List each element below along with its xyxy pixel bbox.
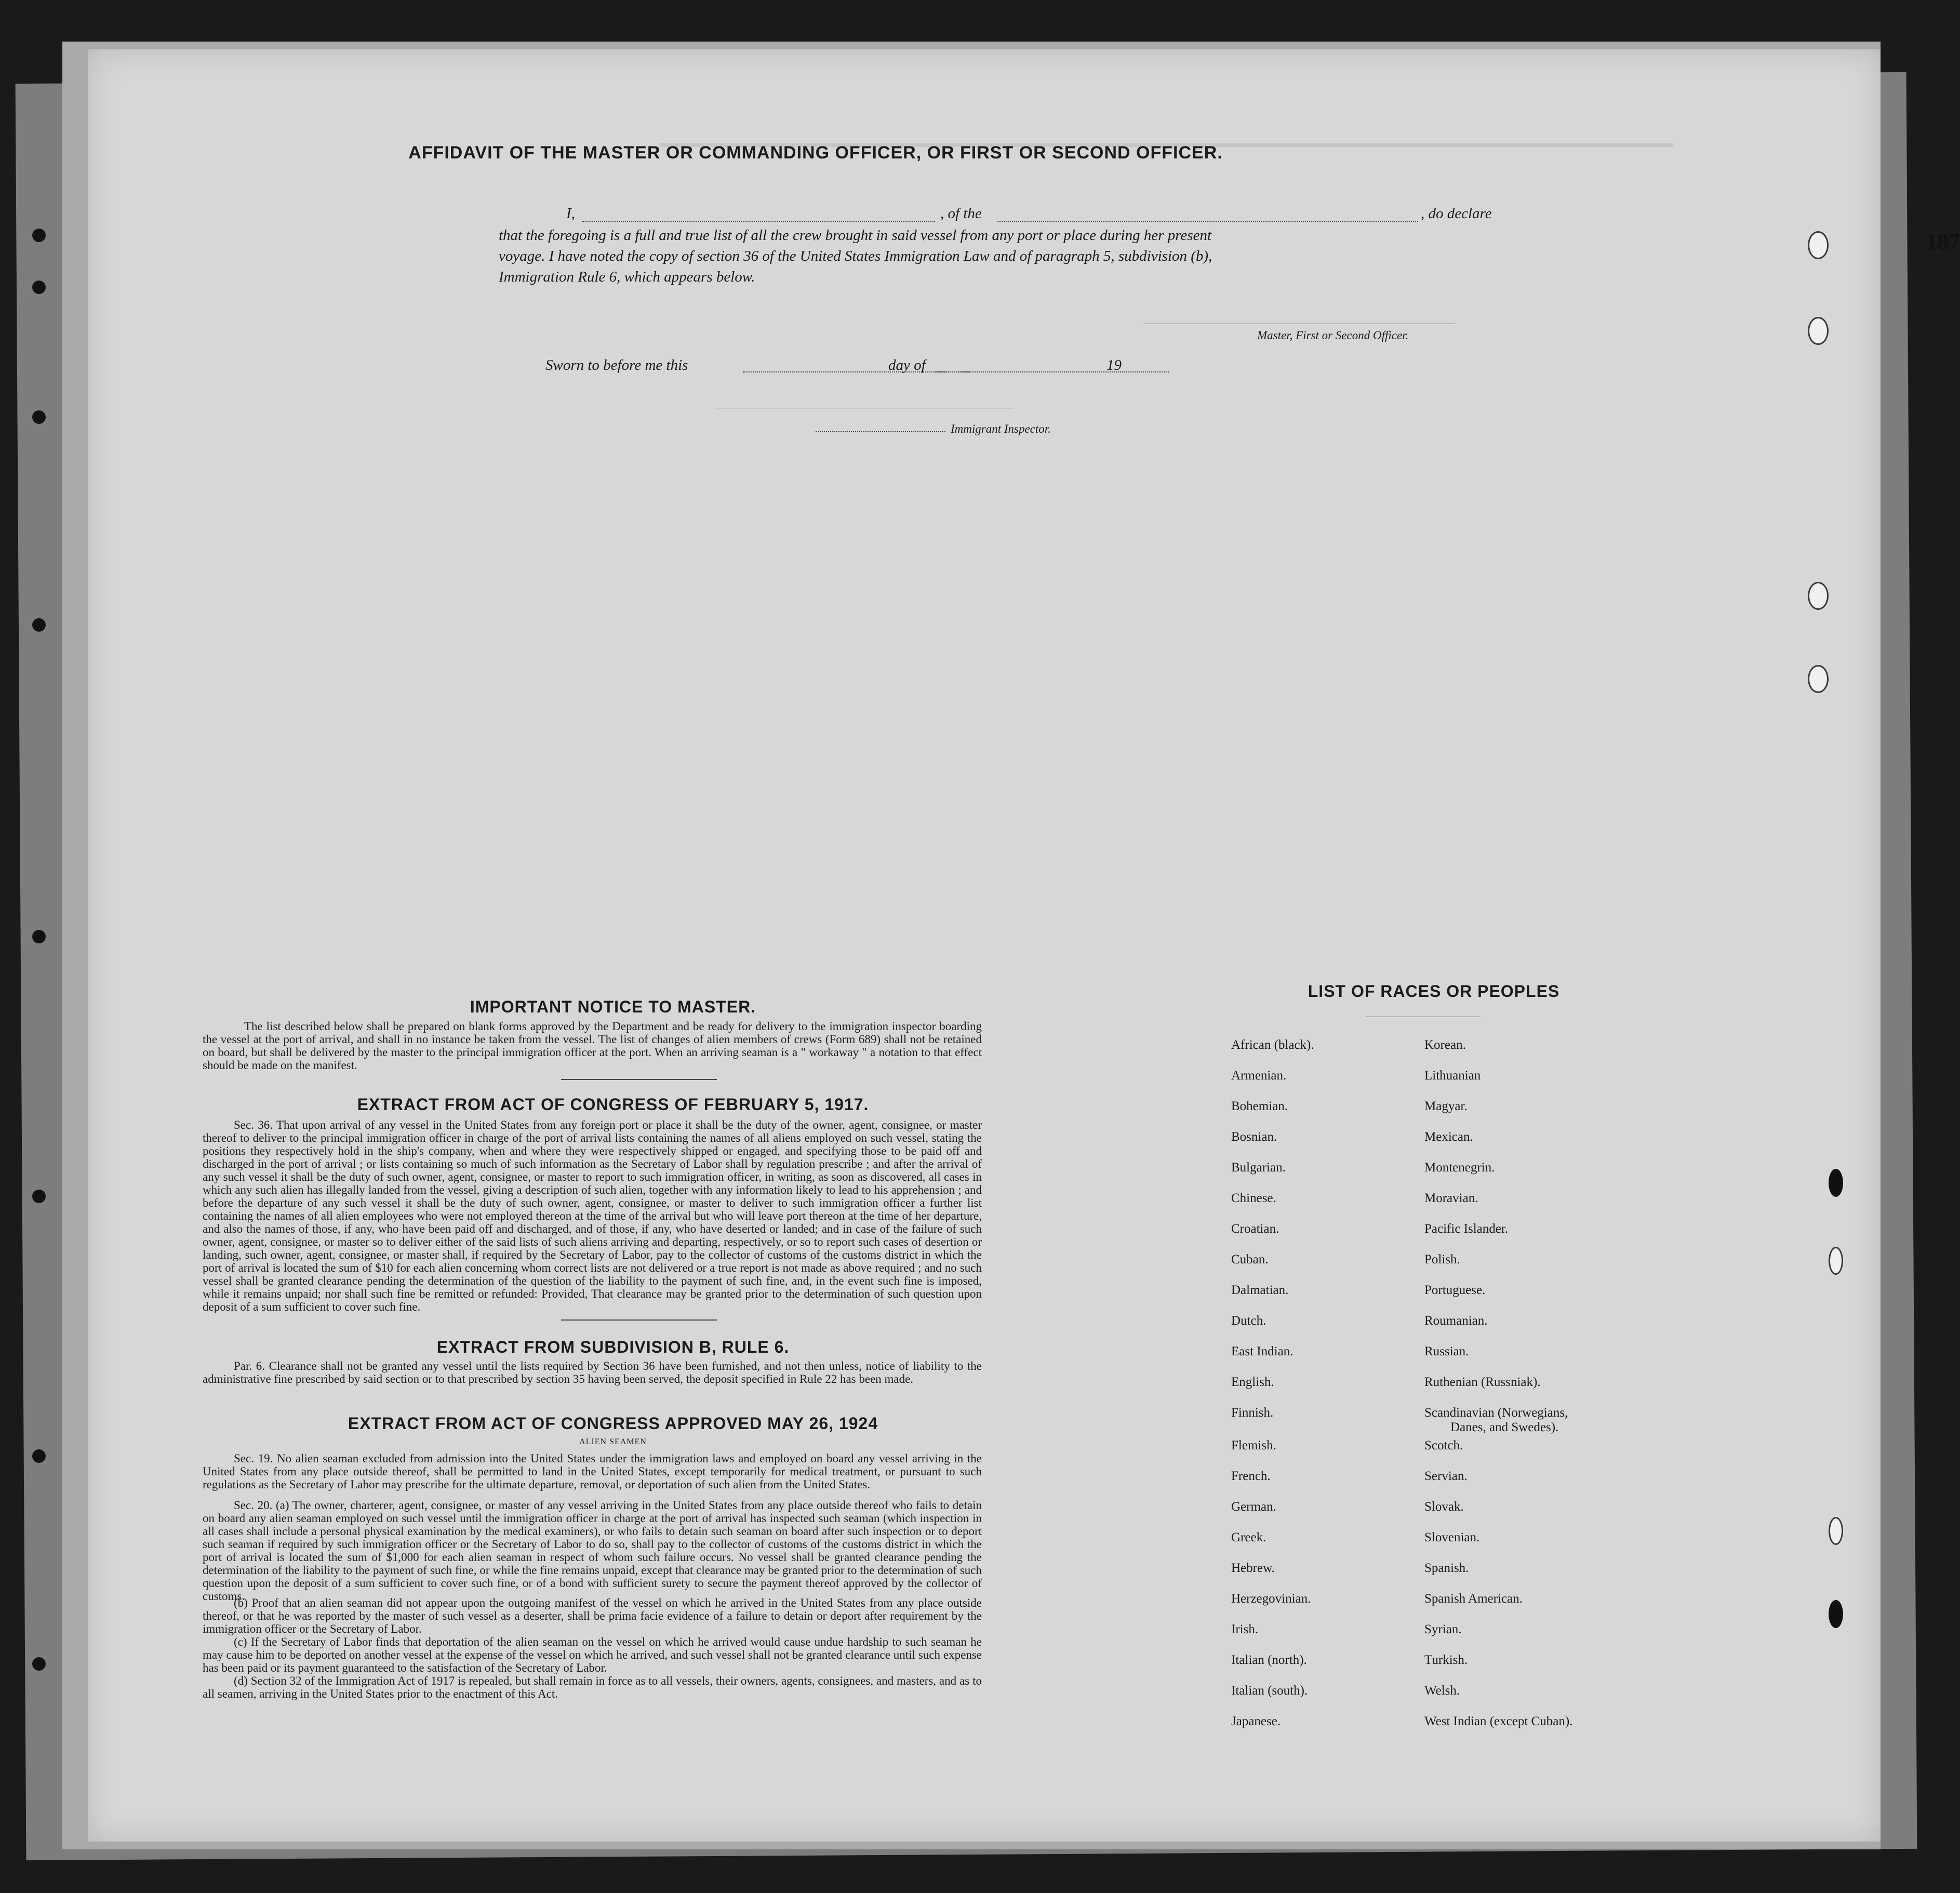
sec19-text: Sec. 19. No alien seaman excluded from admission into the United States under the immigration laws and employed on board any vessel arriving in the United States from any place outside thereof, shall be permitted to land in the United States, except temporarily for medical treatment, or pursuant to such regulations as the Secretary of Labor may prescribe for the ultimate departure, removal, or deportation of such alien from the United States. [203,1452,982,1491]
sec20c-text: (c) If the Secretary of Labor finds that deportation of the alien seaman on the vessel on which he arrived would cause undue hardship to such seaman he may cause him to be deported on another vessel at the expense of the vessel on which he arrived, and such vessel shall not be granted clearance until such expense has been paid or its payment guaranteed to the satisfaction of the Secretary of Labor. [203,1635,982,1674]
race-item: Slovenian. [1424,1530,1480,1544]
race-item-continuation: Danes, and Swedes). [1450,1420,1559,1434]
races-left-column [1231,1038,1449,1776]
race-item: Cuban. [1231,1252,1269,1267]
race-item: German. [1231,1500,1276,1514]
race-item: Pacific Islander. [1424,1222,1509,1236]
binder-hole [32,930,46,943]
race-item: Servian. [1424,1469,1468,1483]
punch-hole [1808,665,1829,693]
race-item: Bosnian. [1231,1130,1277,1144]
race-item: Lithuanian [1424,1069,1481,1083]
race-item: Chinese. [1231,1191,1276,1205]
race-item: Scandinavian (Norwegians, [1424,1406,1568,1420]
race-item: Scotch. [1424,1438,1463,1452]
race-item: Dutch. [1231,1314,1266,1328]
binder-hole [32,1449,46,1463]
inspector-label: Immigrant Inspector. [951,422,1051,435]
race-item: Italian (south). [1231,1684,1308,1698]
punch-hole [1829,1600,1843,1628]
race-item: Russian. [1424,1344,1469,1358]
race-item: Moravian. [1424,1191,1478,1205]
extract-1924-subtitle: ALIEN SEAMEN [579,1437,647,1446]
race-item: Syrian. [1424,1622,1462,1636]
race-item: Bohemian. [1231,1099,1288,1113]
race-item: Finnish. [1231,1406,1274,1420]
affidavit-line-1a: I, [566,205,575,222]
race-item: Slovak. [1424,1500,1464,1514]
race-item: Korean. [1424,1038,1466,1052]
affidavit-line-1b: , of the [940,205,982,222]
affidavit-line-1c: , do declare [1421,205,1492,222]
affidavit-line-2: that the foregoing is a full and true list of all the crew brought in said vessel from any port or place during her present [499,227,1212,244]
binder-hole [32,410,46,424]
races-right-column [1424,1038,1715,1776]
race-item: Herzegovinian. [1231,1592,1311,1606]
binder-hole [32,618,46,632]
race-item: East Indian. [1231,1344,1294,1358]
sec20b-text: (b) Proof that an alien seaman did not appear upon the outgoing manifest of the vessel on which he arrived in the United States from any place outside thereof, or that he was reported by the master of such vessel as a deserter, shall be prima facie evidence of a failure to detain or deport after requirement by the immigration officer or the Secretary of Labor. [203,1596,982,1635]
sec20a-text: Sec. 20. (a) The owner, charterer, agent, consignee, or master of any vessel arriving in the United States from any place outside thereof who fails to detain on board any alien seaman employed on such vessel until the immigration officer in charge at the port of arrival has inspected such seaman (which inspection in all cases shall include a personal physical examination by the medical examiners), or who fails to detain such seaman on board after such inspection or to deport such seaman if required by such immigration officer or the Secretary of Labor to do so, shall pay to the collector of customs of the customs district in which the port of arrival is located the sum of $1,000 for each alien seaman in respect of whom such failure occurs. No vessel shall be granted clearance pending the determination of the liability to the payment of such fine, or while the fine remains unpaid, except that clearance may be granted prior to the determination of such question upon the deposit of a sum sufficient to cover such fine, or of a bond with sufficient surety to secure the payment thereof approved by the collector of customs. [203,1499,982,1603]
race-item: Hebrew. [1231,1561,1275,1575]
race-item: French. [1231,1469,1271,1483]
race-item: Portuguese. [1424,1283,1486,1297]
race-item: Spanish American. [1424,1592,1523,1606]
extract-1924-title: EXTRACT FROM ACT OF CONGRESS APPROVED MAY 26, 1924 [348,1414,878,1433]
race-item: Mexican. [1424,1130,1473,1144]
binder-hole [32,281,46,294]
page-number: 187 [1926,229,1960,255]
race-item: Flemish. [1231,1438,1276,1452]
race-item: African (black). [1231,1038,1314,1052]
punch-hole [1808,582,1829,610]
race-item: Roumanian. [1424,1314,1488,1328]
manifest-page [88,49,1881,1842]
race-item: Dalmatian. [1231,1283,1289,1297]
binder-hole [32,1657,46,1671]
vessel-blank[interactable] [997,221,1418,222]
divider [561,1319,717,1321]
race-item: English. [1231,1375,1274,1389]
sec20d-text: (d) Section 32 of the Immigration Act of 1917 is repealed, but shall remain in force as to all vessels, their owners, agents, consignees, and masters, and as to all seamen, arriving in the United States prior to the enactment of this Act. [203,1674,982,1700]
race-item: Montenegrin. [1424,1161,1495,1175]
punch-hole [1829,1517,1843,1545]
sworn-month-blank[interactable] [935,371,1169,372]
punch-hole [1808,317,1829,345]
race-item: Japanese. [1231,1714,1281,1728]
extract-1917-text: Sec. 36. That upon arrival of any vessel in the United States from any foreign port or place it shall be the duty of the owner, agent, consignee, or master thereof to deliver to the principal immigration officer in charge of the port of arrival lists containing the names of all aliens employed on such vessel, stating the positions they respectively hold in the ship's company, when and where they were respectively shipped or engaged, and specifying those to be paid off and discharged in the port of arrival ; or lists containing so much of such information as the Secretary of Labor shall by regulation prescribe ; and after the arrival of any such vessel it shall be the duty of such owner, agent, consignee, or master to report to such immigration officer, in writing, as soon as discovered, all cases in which any such alien has illegally landed from the vessel, giving a description of such alien, together with any information likely to lead to his apprehension ; and before the departure of any such vessel it shall be the duty of such owner, agent, consignee, or master to deliver to such immigration officer a further list containing the names of all alien employees who were not employed thereon at the time of the arrival but who will leave port thereon at the time of her departure, and also the names of those, if any, who have been paid off and discharged, and of those, if any, who have deserted or landed; and in case of the failure of such owner, agent, consignee, or master so to deliver either of the said lists of such aliens arriving and departing, respectively, or so to report such cases of desertion or landing, such owner, agent, consignee, or master shall, if required by the Secretary of Labor, pay to the collector of customs of the customs district in which the port of arrival is located the sum of $10 for each alien concerning whom correct lists are not delivered or a true report is not made as above required ; and no such vessel shall be granted clearance pending the determination of the question of the liability to the payment of such fine, and, in the event such fine is imposed, while it remains unpaid; nor shall such fine be remitted or refunded: Provided, That clearance may be granted prior to the determination of such question upon deposit of a sum sufficient to cover such fine. [203,1118,982,1313]
race-item: Turkish. [1424,1653,1468,1667]
race-item: Ruthenian (Russniak). [1424,1375,1541,1389]
extract-1917-title: EXTRACT FROM ACT OF CONGRESS OF FEBRUARY 5, 1917. [357,1095,869,1114]
race-item: Spanish. [1424,1561,1469,1575]
sworn-text: Sworn to before me this [545,357,688,374]
race-item: Armenian. [1231,1069,1287,1083]
race-item: Welsh. [1424,1684,1460,1698]
race-item: Bulgarian. [1231,1161,1286,1175]
races-title: LIST OF RACES OR PEOPLES [1308,982,1560,1001]
inspector-dots [816,431,945,432]
race-item: West Indian (except Cuban). [1424,1714,1573,1728]
sworn-year: 19 [1106,357,1122,374]
rule6-title: EXTRACT FROM SUBDIVISION B, RULE 6. [436,1338,790,1356]
name-blank[interactable] [582,221,935,222]
sworn-day-of: day of [888,357,926,374]
divider [561,1079,717,1080]
race-item: Polish. [1424,1252,1460,1267]
punch-hole [1829,1169,1843,1197]
race-item: Irish. [1231,1622,1259,1636]
punch-hole [1808,231,1829,259]
race-item: Croatian. [1231,1222,1279,1236]
binder-hole [32,1190,46,1203]
punch-hole [1829,1247,1843,1275]
master-label: Master, First or Second Officer. [1257,329,1409,342]
race-item: Italian (north). [1231,1653,1307,1667]
binder-hole [32,229,46,242]
notice-text: The list described below shall be prepared on blank forms approved by the Department and be ready for delivery to the immigration inspector boarding the vessel at the port of arrival, and shall in no instance be taken from the vessel. The list of changes of alien members of crews (Form 689) shall not be retained on board, but shall be delivered by the master to the principal immigration officer at the port. When an arriving seaman is a " workaway " a notation to that effect should be made on the manifest. [203,1020,982,1072]
race-item: Magyar. [1424,1099,1468,1113]
race-item: Greek. [1231,1530,1266,1544]
notice-title: IMPORTANT NOTICE TO MASTER. [470,997,756,1016]
affidavit-line-4: Immigration Rule 6, which appears below. [499,269,755,285]
rule6-text: Par. 6. Clearance shall not be granted any vessel until the lists required by Section 36 have been furnished, and not then unless, notice of liability to the administrative fine prescribed by said section or to that prescribed by section 35 having been served, the deposit specified in Rule 22 has been made. [203,1359,982,1385]
affidavit-line-3: voyage. I have noted the copy of section 36 of the United States Immigration Law and of paragraph 5, subdivision (b), [499,248,1212,264]
affidavit-title: AFFIDAVIT OF THE MASTER OR COMMANDING OFFICER, OR FIRST OR SECOND OFFICER. [408,143,1223,163]
